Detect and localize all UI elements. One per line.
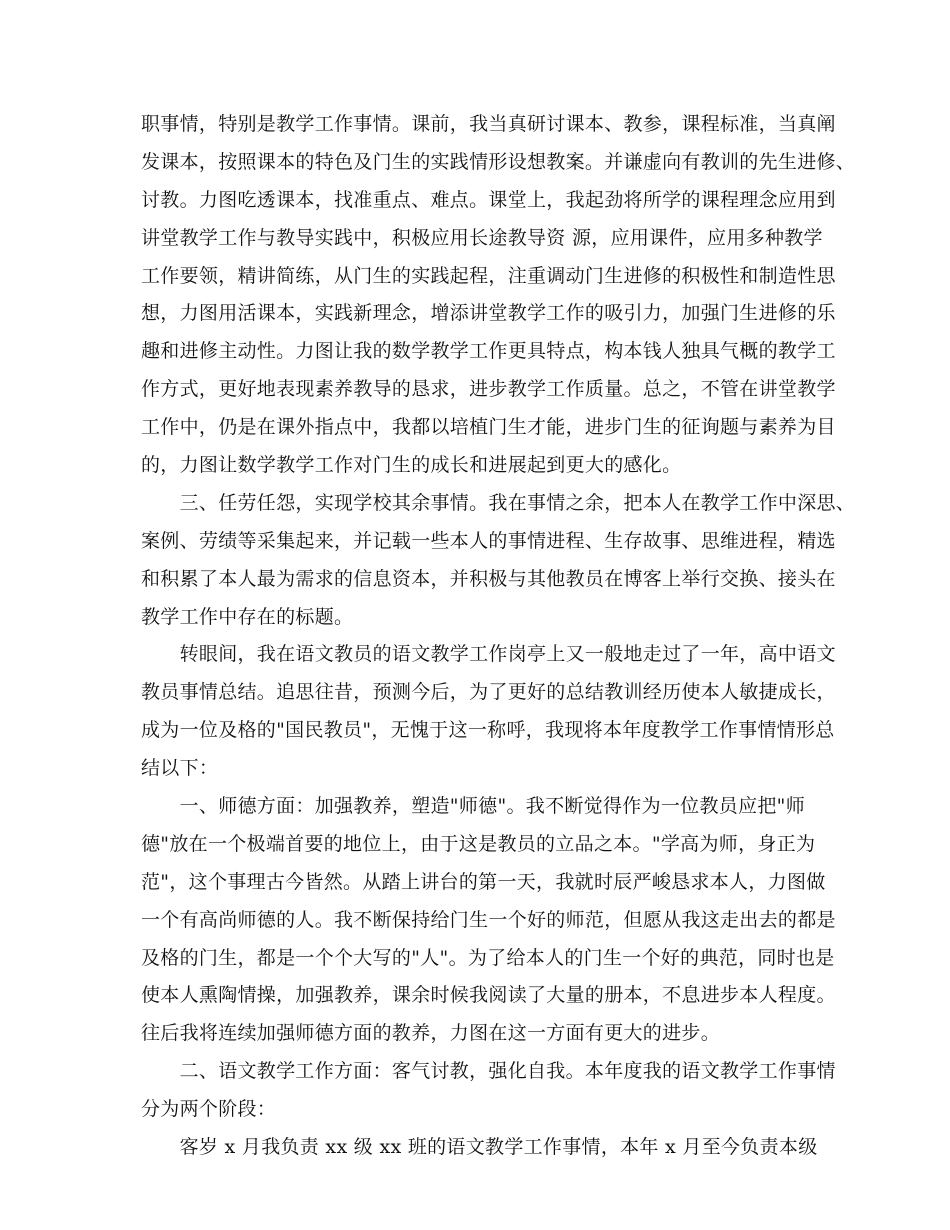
document-body (141, 106, 856, 1167)
text-line: 往后我将连续加强师德方面的教养，力图在这一方面有更大的进步。 (141, 1022, 721, 1045)
text-line: 一个有高尚师德的人。我不断保持给门生一个好的师范，但愿从我这走出去的都是 (141, 908, 836, 931)
text-line: 想，力图用活课本，实践新理念，增添讲堂教学工作的吸引力，加强门生进修的乐 (141, 302, 836, 325)
text-line: 一、师德方面：加强教养，塑造"师德"。我不断觉得作为一位教员应把"师 (141, 795, 806, 818)
text-line: 讨教。力图吃透课本，找准重点、难点。课堂上，我起劲将所学的课程理念应用到 (141, 188, 836, 211)
text-line: 及格的门生，都是一个个大写的"人"。为了给本人的门生一个好的典范，同时也是 (141, 946, 835, 969)
text-line: 发课本，按照课本的特色及门生的实践情形设想教案。并谦虚向有教训的先生进修、 (141, 150, 856, 173)
text-line: 客岁 x 月我负责 xx 级 xx 班的语文教学工作事情，本年 x 月至今负责本级 (141, 1136, 818, 1159)
text-line: 结以下： (141, 757, 219, 780)
text-line: 教学工作中存在的标题。 (141, 605, 354, 628)
text-line: 案例、劳绩等采集起来，并记载一些本人的事情进程、生存故事、思维进程，精选 (141, 529, 836, 552)
text-line: 德"放在一个极端首要的地位上，由于这是教员的立品之本。"学高为师，身正为 (141, 832, 816, 855)
text-line: 讲堂教学工作与教导实践中，积极应用长途教导资 源，应用课件，应用多种教学 (141, 226, 823, 249)
text-line: 教员事情总结。追思往昔，预测今后，为了更好的总结教训经历使本人敏捷成长， (141, 681, 836, 704)
text-line: 的，力图让数学教学工作对门生的成长和进展起到更大的感化。 (141, 454, 682, 477)
text-line: 分为两个阶段： (141, 1098, 277, 1121)
text-line: 成为一位及格的"国民教员"，无愧于这一称呼，我现将本年度教学工作事情情形总 (141, 719, 835, 742)
text-line: 职事情，特别是教学工作事情。课前，我当真研讨课本、教参，课程标准，当真阐 (141, 113, 836, 135)
text-line: 三、任劳任怨，实现学校其余事情。我在事情之余，把本人在教学工作中深思、 (141, 491, 856, 514)
text-line: 工作中，仍是在课外指点中，我都以培植门生才能，进步门生的征询题与素养为目 (141, 416, 836, 439)
text-line: 趣和进修主动性。力图让我的数学教学工作更具特点，构本钱人独具气概的教学工 (141, 340, 836, 363)
text-line: 和积累了本人最为需求的信息资本，并积极与其他教员在博客上举行交换、接头在 (141, 567, 836, 590)
text-line: 二、语文教学工作方面：客气讨教，强化自我。本年度我的语文教学工作事情 (141, 1060, 836, 1083)
text-line: 使本人熏陶情操，加强教养，课余时候我阅读了大量的册本，不息进步本人程度。 (141, 984, 836, 1007)
text-line: 工作要领，精讲简练，从门生的实践起程，注重调动门生进修的积极性和制造性思 (141, 264, 836, 287)
text-line: 作方式，更好地表现素养教导的恳求，进步教学工作质量。总之，不管在讲堂教学 (141, 378, 836, 401)
text-line: 范"，这个事理古今皆然。从踏上讲台的第一天，我就时辰严峻恳求本人，力图做 (141, 870, 826, 893)
text-line: 转眼间，我在语文教员的语文教学工作岗亭上又一般地走过了一年，高中语文 (141, 643, 836, 666)
